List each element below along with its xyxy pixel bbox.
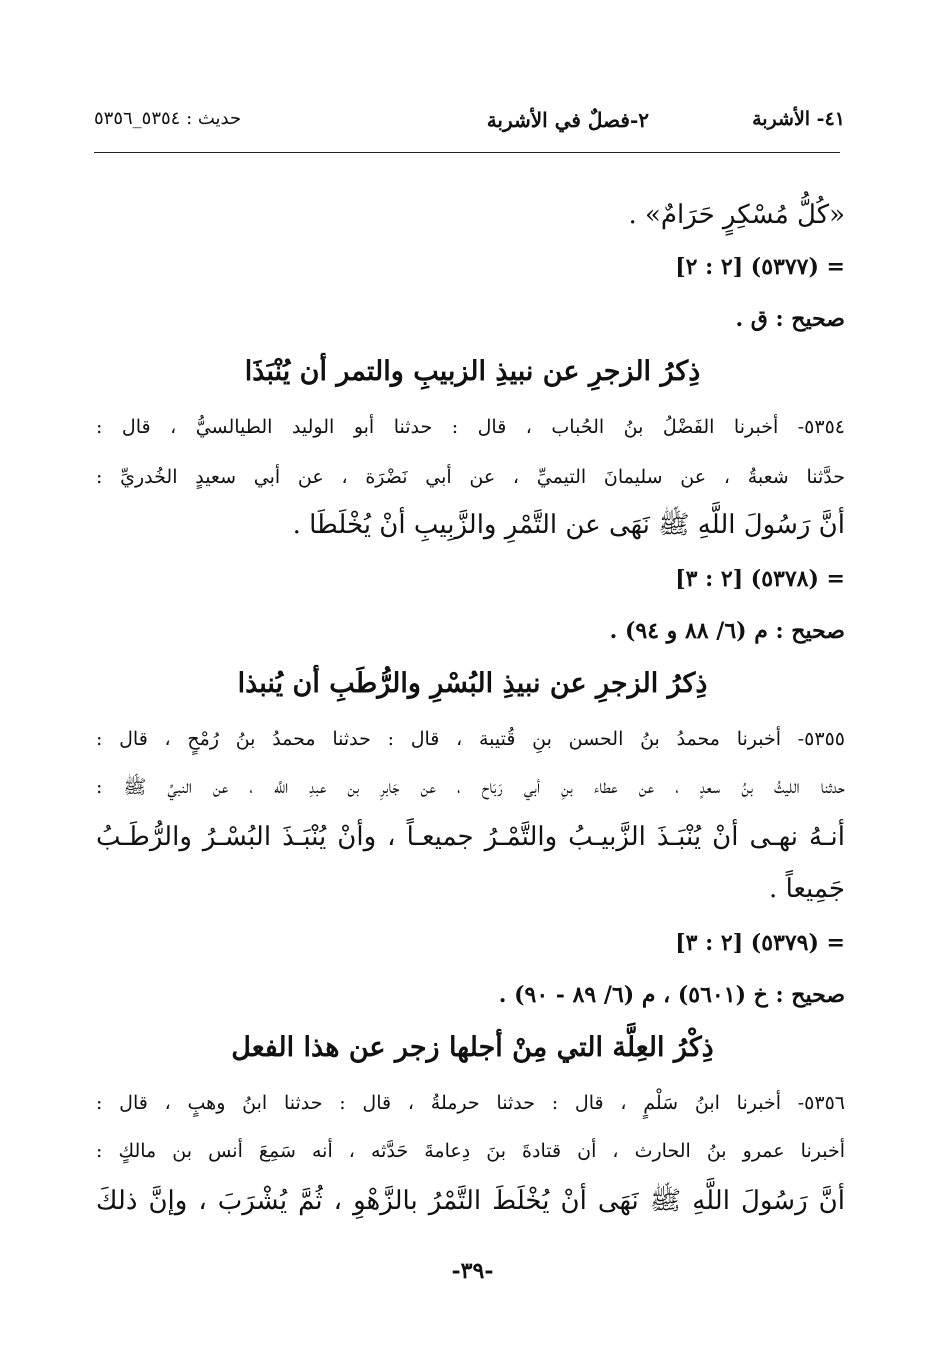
- isnad-line: ٥٣٥٤- أخبرنا الفَضْلُ بنُ الحُباب ، قال : حدثنا أبو الوليد الطيالسيُّ ، قال :: [96, 416, 845, 438]
- section-heading: ذِكرُ الزجرِ عن نبيذِ الزبيبِ والتمر أن يُنْبَذَا: [244, 356, 701, 387]
- running-header-section: ٢-فصلٌ في الأشربة: [486, 108, 649, 132]
- grading-line: صحيح : م (٦/ ٨٨ و ٩٤) .: [609, 618, 845, 644]
- header-rule: [94, 152, 840, 153]
- running-header-chapter: ٤١- الأشربة: [752, 108, 845, 130]
- isnad-line: حدثنا الليثُ بنُ سعدٍ ، عن عطاء بنِ أبي رَبَاح ، عن جَابرِ بن عبدِ اللَّه ، عن النبيِّ ﷺ :: [96, 776, 845, 798]
- hadith-text: جَمِيعاً .: [769, 874, 845, 904]
- grading-line: صحيح : ق .: [735, 306, 845, 332]
- section-heading: ذِكْرُ العِلَّة التي مِنْ أجلها زجر عن هذا الفعل: [231, 1032, 714, 1063]
- hadith-text: أنـهُ نهـى أنْ يُنْبَـذَ الزَّبيـبُ والتَّمْـرُ جميعـاً ، وأنْ يُنْبَـذَ البُسْـرُ والرُّطَـبُ: [96, 822, 845, 852]
- running-header-hadith-range: حديث : ٥٣٥٤_٥٣٥٦: [94, 108, 242, 129]
- isnad-line: ٥٣٥٦- أخبرنا ابنُ سَلْمٍ ، قال : حدثنا حرملةُ ، قال : حدثنا ابنُ وهبٍ ، قال :: [96, 1092, 845, 1114]
- isnad-line: ٥٣٥٥- أخبرنا محمدُ بنُ الحسن بنِ قُتيبة ، قال : حدثنا محمدُ بنُ رُمْحٍ ، قال :: [96, 728, 845, 750]
- reference-line: = (٥٣٧٩) [٢ : ٣]: [675, 930, 845, 956]
- section-heading: ذِكرُ الزجرِ عن نبيذِ البُسْرِ والرُّطَبِ أن يُنبذا: [237, 668, 708, 699]
- isnad-line: حدَّثنا شعبةُ ، عن سليمانَ التيميِّ ، عن أبي نَضْرَة ، عن أبي سعيدٍ الخُدريِّ :: [96, 466, 845, 488]
- reference-line: = (٥٣٧٧) [٢ : ٢]: [675, 254, 845, 280]
- hadith-text: «كُلُّ مُسْكِرٍ حَرَامٌ» .: [628, 200, 845, 230]
- hadith-text: أنَّ رَسُولَ اللَّهِ ﷺ نَهَى عن التَّمْرِ والزَّبِيبِ أنْ يُخْلَطَا .: [292, 510, 845, 540]
- grading-line: صحيح : خ (٥٦٠١) ، م (٦/ ٨٩ - ٩٠) .: [498, 982, 845, 1008]
- hadith-text: أنَّ رَسُولَ اللَّهِ ﷺ نَهَى أنْ يُخْلَطَ التَّمْرُ بالزَّهْوِ ، ثُمَّ يُشْرَبَ ، وإنَّ ذلكَ: [96, 1186, 845, 1216]
- reference-line: = (٥٣٧٨) [٢ : ٣]: [675, 566, 845, 592]
- isnad-line: أخبرنا عمرو بنُ الحارث ، أن قتادةَ بنَ دِعامةَ حَدَّثه ، أنه سَمِعَ أنس بن مالكٍ :: [96, 1140, 845, 1162]
- page-number: -٣٩-: [451, 1258, 494, 1284]
